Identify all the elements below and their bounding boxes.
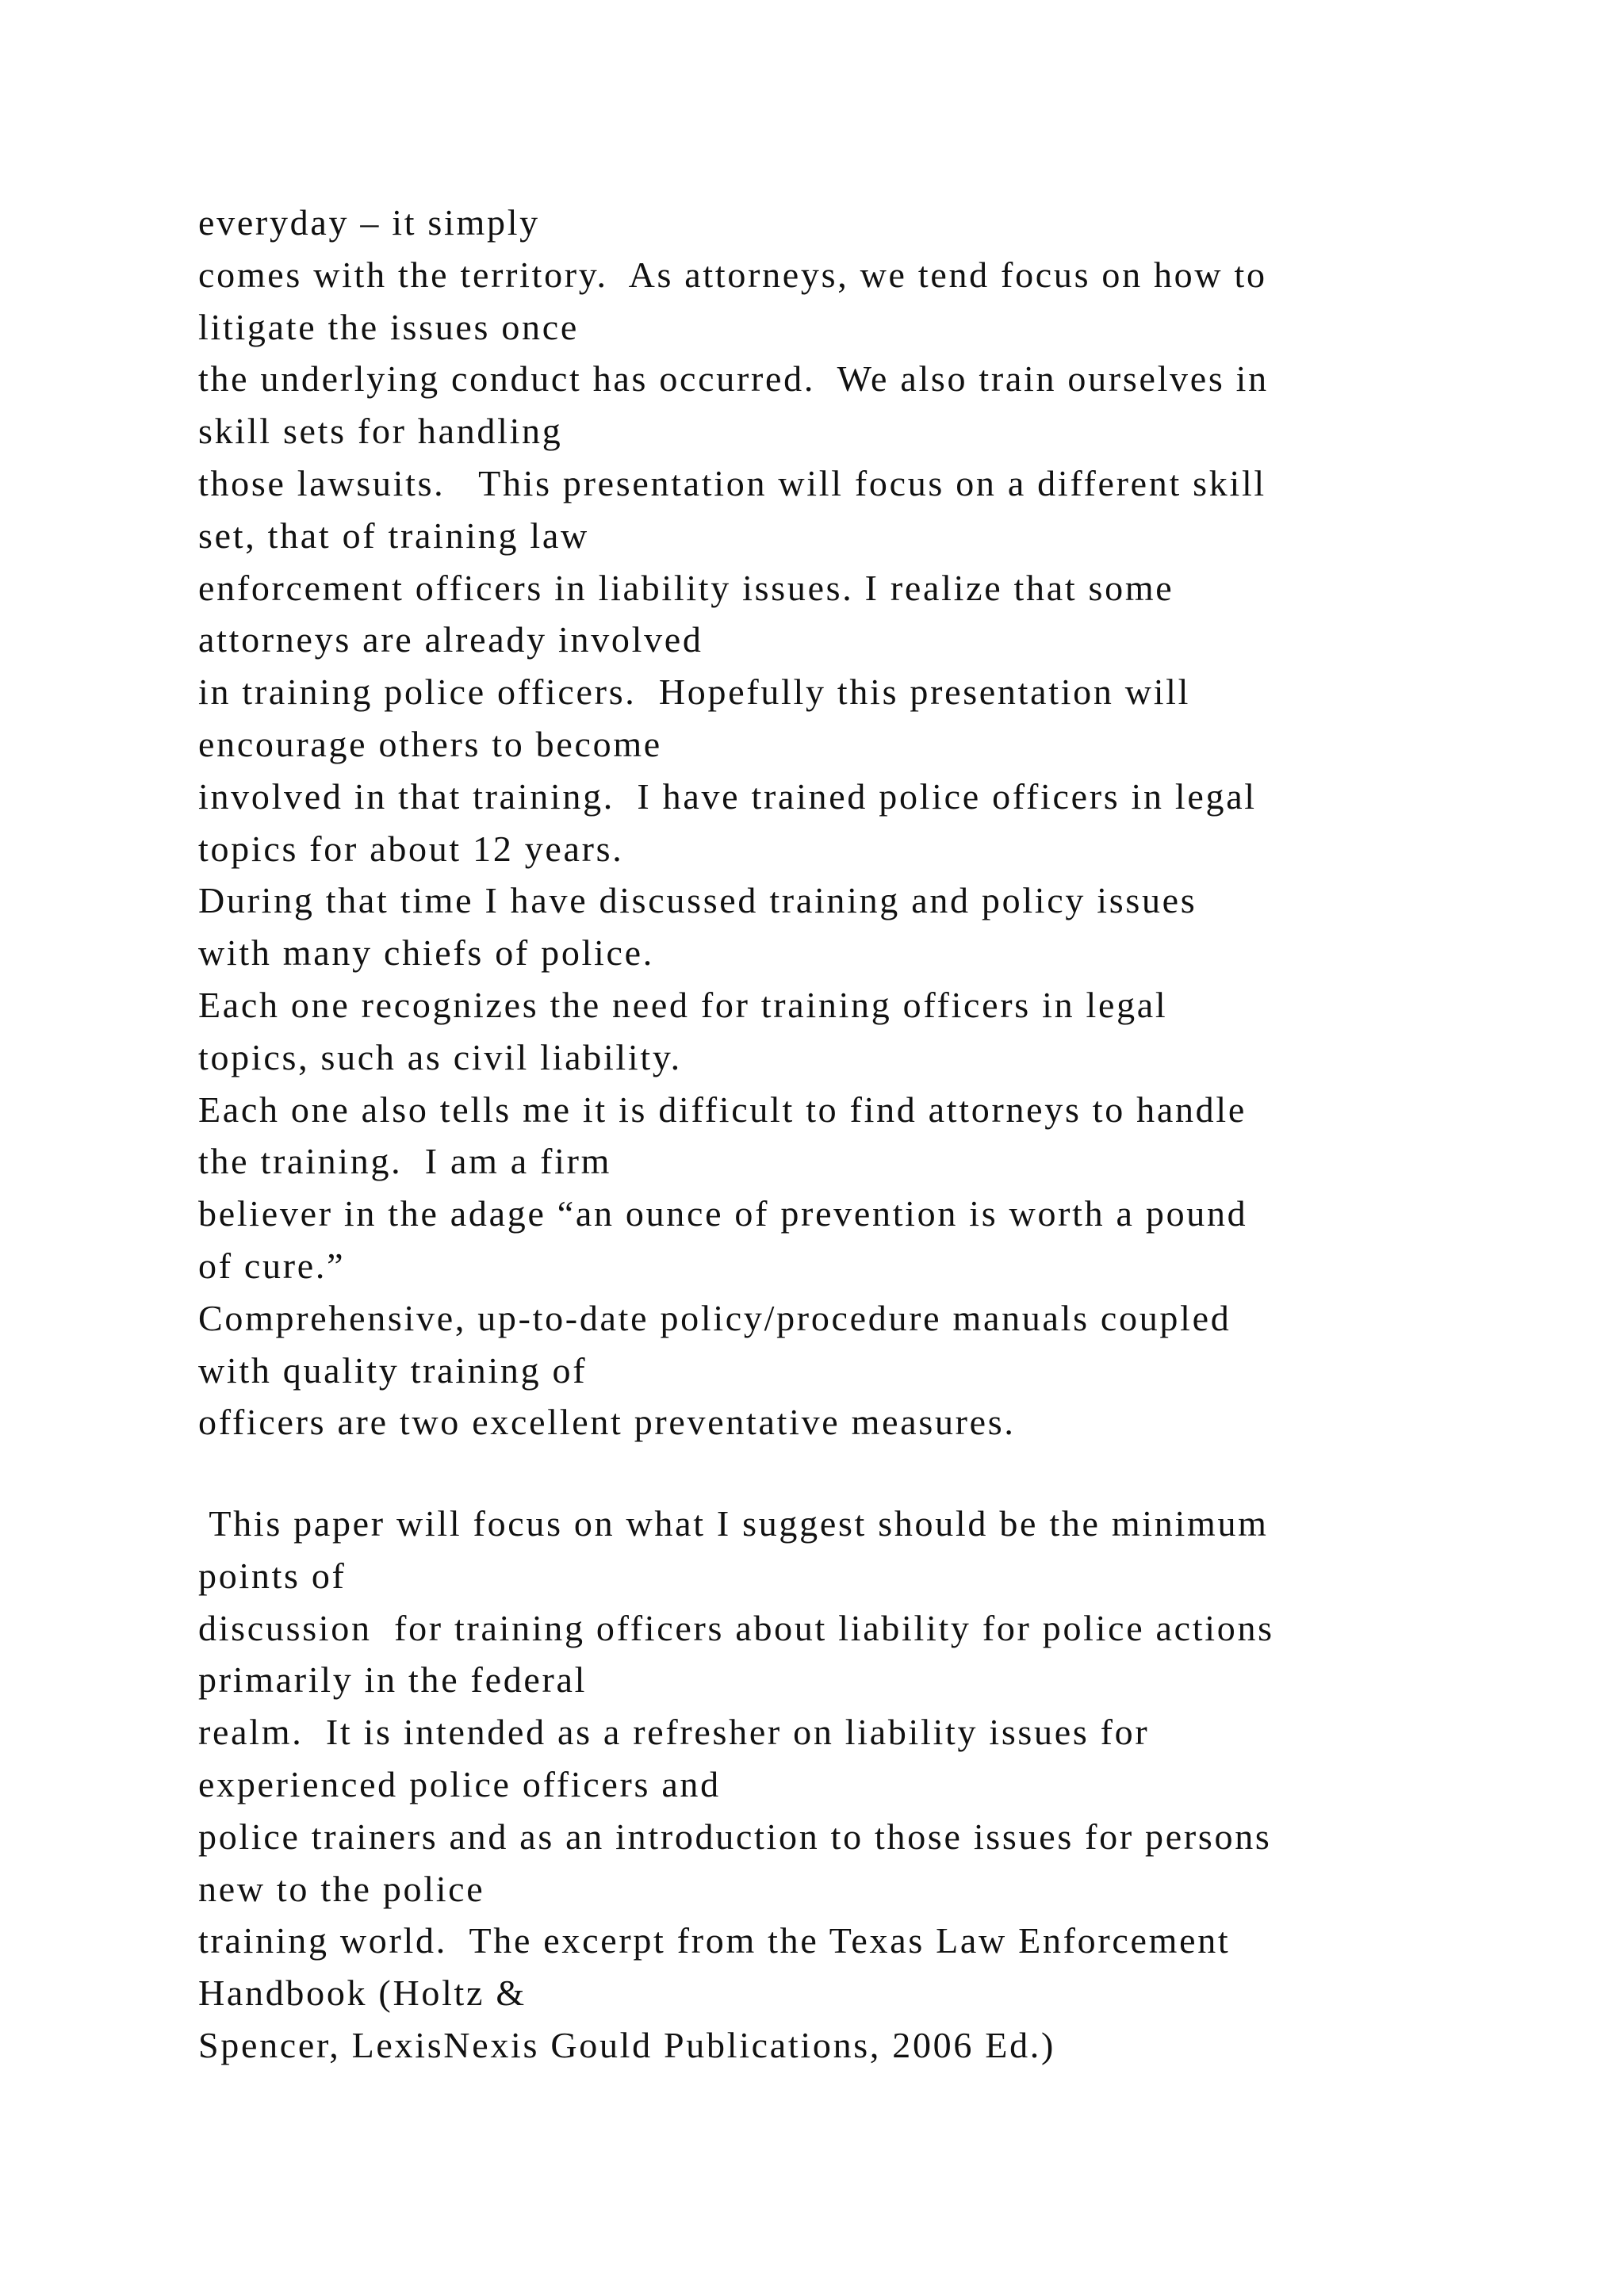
text-line: Each one also tells me it is difficult to find attorneys to handle — [198, 1089, 1247, 1130]
paragraph-1 — [198, 197, 1499, 1448]
text-line: skill sets for handling — [198, 411, 563, 452]
text-line: enforcement officers in liability issues. I realize that some — [198, 567, 1174, 608]
text-line: Each one recognizes the need for training officers in legal — [198, 984, 1168, 1025]
text-line: involved in that training. I have trained police officers in legal — [198, 775, 1257, 817]
text-line: primarily in the federal — [198, 1659, 588, 1701]
text-line: encourage others to become — [198, 723, 662, 764]
text-line: of cure.” — [198, 1245, 346, 1286]
text-line: believer in the adage “an ounce of prevention is worth a pound — [198, 1193, 1248, 1234]
text-line: set, that of training law — [198, 515, 589, 556]
text-line: the training. I am a firm — [198, 1141, 612, 1182]
text-line: with many chiefs of police. — [198, 932, 654, 974]
text-line: This paper will focus on what I suggest should be the minimum — [198, 1503, 1269, 1544]
text-line: new to the police — [198, 1868, 485, 1909]
text-line: training world. The excerpt from the Texas Law Enforcement — [198, 1920, 1231, 1961]
text-line: experienced police officers and — [198, 1763, 721, 1804]
text-line: realm. It is intended as a refresher on liability issues for — [198, 1712, 1150, 1753]
text-line: litigate the issues once — [198, 306, 579, 347]
text-line: topics for about 12 years. — [198, 828, 624, 869]
text-line: police trainers and as an introduction to those issues for persons — [198, 1816, 1272, 1857]
text-line: with quality training of — [198, 1349, 588, 1391]
text-line: Comprehensive, up-to-date policy/procedure manuals coupled — [198, 1297, 1231, 1338]
text-line: everyday – it simply — [198, 202, 540, 243]
text-line: topics, such as civil liability. — [198, 1036, 682, 1077]
text-line: in training police officers. Hopefully this presentation will — [198, 672, 1191, 713]
text-line: discussion for training officers about liability for police actions — [198, 1607, 1274, 1648]
text-line: the underlying conduct has occurred. We also train ourselves in — [198, 358, 1269, 400]
text-line: comes with the territory. As attorneys, we tend focus on how to — [198, 254, 1267, 295]
text-line: Spencer, LexisNexis Gould Publications, 2006 Ed.) — [198, 2024, 1055, 2065]
text-line: attorneys are already involved — [198, 619, 703, 660]
paragraph-2 — [198, 1498, 1499, 2072]
text-line: points of — [198, 1555, 347, 1596]
text-line: officers are two excellent preventative measures. — [198, 1402, 1016, 1443]
text-line: During that time I have discussed training and policy issues — [198, 880, 1197, 921]
text-line: those lawsuits. This presentation will focus on a different skill — [198, 462, 1266, 503]
text-line: Handbook (Holtz & — [198, 1973, 527, 2014]
